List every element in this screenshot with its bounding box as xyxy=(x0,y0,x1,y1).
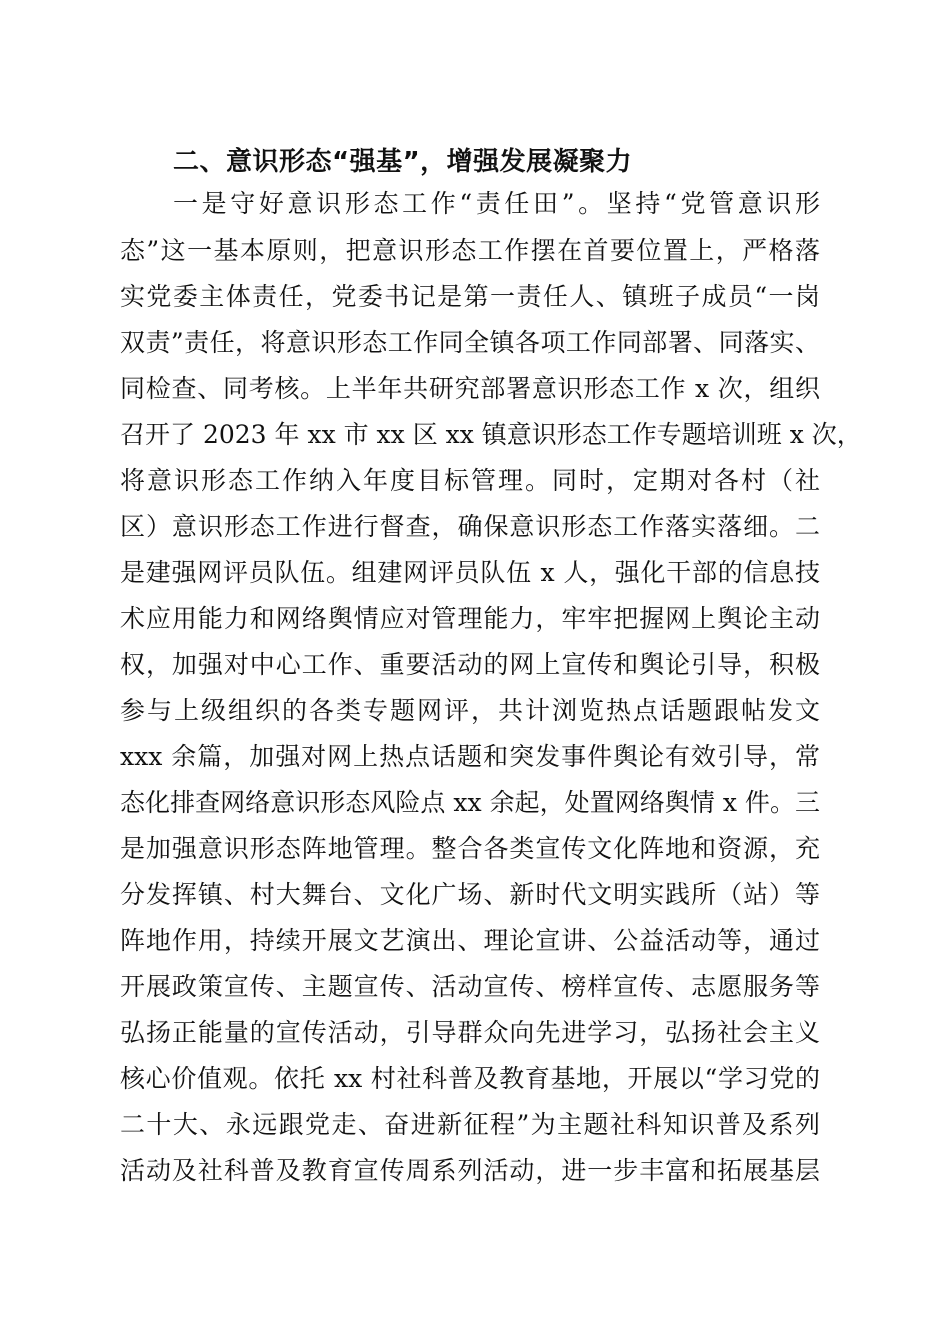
paragraph-line: 术应用能力和网络舆情应对管理能力，牢牢把握网上舆论主动 xyxy=(120,604,820,633)
paragraph-line: 弘扬正能量的宣传活动，引导群众向先进学习，弘扬社会主义 xyxy=(120,1018,820,1047)
paragraph-line: 开展政策宣传、主题宣传、活动宣传、榜样宣传、志愿服务等 xyxy=(120,972,820,1001)
paragraph-line: 参与上级组织的各类专题网评，共计浏览热点话题跟帖发文 xyxy=(120,696,820,725)
paragraph-line: 是加强意识形态阵地管理。整合各类宣传文化阵地和资源，充 xyxy=(120,834,820,863)
section-heading: 二、意识形态“强基”，增强发展凝聚力 xyxy=(173,147,633,177)
paragraph-line: 权，加强对中心工作、重要活动的网上宣传和舆论引导，积极 xyxy=(120,650,820,679)
paragraph-line: 一是守好意识形态工作“责任田”。坚持“党管意识形 xyxy=(173,189,820,218)
paragraph-line: 区）意识形态工作进行督查，确保意识形态工作落实落细。二 xyxy=(120,512,820,541)
paragraph-line: 双责”责任，将意识形态工作同全镇各项工作同部署、同落实、 xyxy=(120,328,820,357)
paragraph-line: 召开了 2023 年 xx 市 xx 区 xx 镇意识形态工作专题培训班 x 次， xyxy=(120,420,862,449)
paragraph-line: 态”这一基本原则，把意识形态工作摆在首要位置上，严格落 xyxy=(120,236,820,265)
paragraph-line: 同检查、同考核。上半年共研究部署意识形态工作 x 次，组织 xyxy=(120,374,820,403)
paragraph-line: 二十大、永远跟党走、奋进新征程”为主题社科知识普及系列 xyxy=(120,1110,820,1139)
paragraph-line: 分发挥镇、村大舞台、文化广场、新时代文明实践所（站）等 xyxy=(120,880,820,909)
paragraph-line: 将意识形态工作纳入年度目标管理。同时，定期对各村（社 xyxy=(120,466,820,495)
paragraph-line: 是建强网评员队伍。组建网评员队伍 x 人，强化干部的信息技 xyxy=(120,558,820,587)
paragraph-line: 阵地作用，持续开展文艺演出、理论宣讲、公益活动等，通过 xyxy=(120,926,820,955)
paragraph-line: 态化排查网络意识形态风险点 xx 余起，处置网络舆情 x 件。三 xyxy=(120,788,820,817)
paragraph-line: xxx 余篇，加强对网上热点话题和突发事件舆论有效引导，常 xyxy=(120,742,820,771)
paragraph-line: 核心价值观。依托 xx 村社科普及教育基地，开展以“学习党的 xyxy=(120,1064,820,1093)
paragraph-line: 活动及社科普及教育宣传周系列活动，进一步丰富和拓展基层 xyxy=(120,1156,820,1185)
paragraph-line: 实党委主体责任，党委书记是第一责任人、镇班子成员“一岗 xyxy=(120,282,820,311)
